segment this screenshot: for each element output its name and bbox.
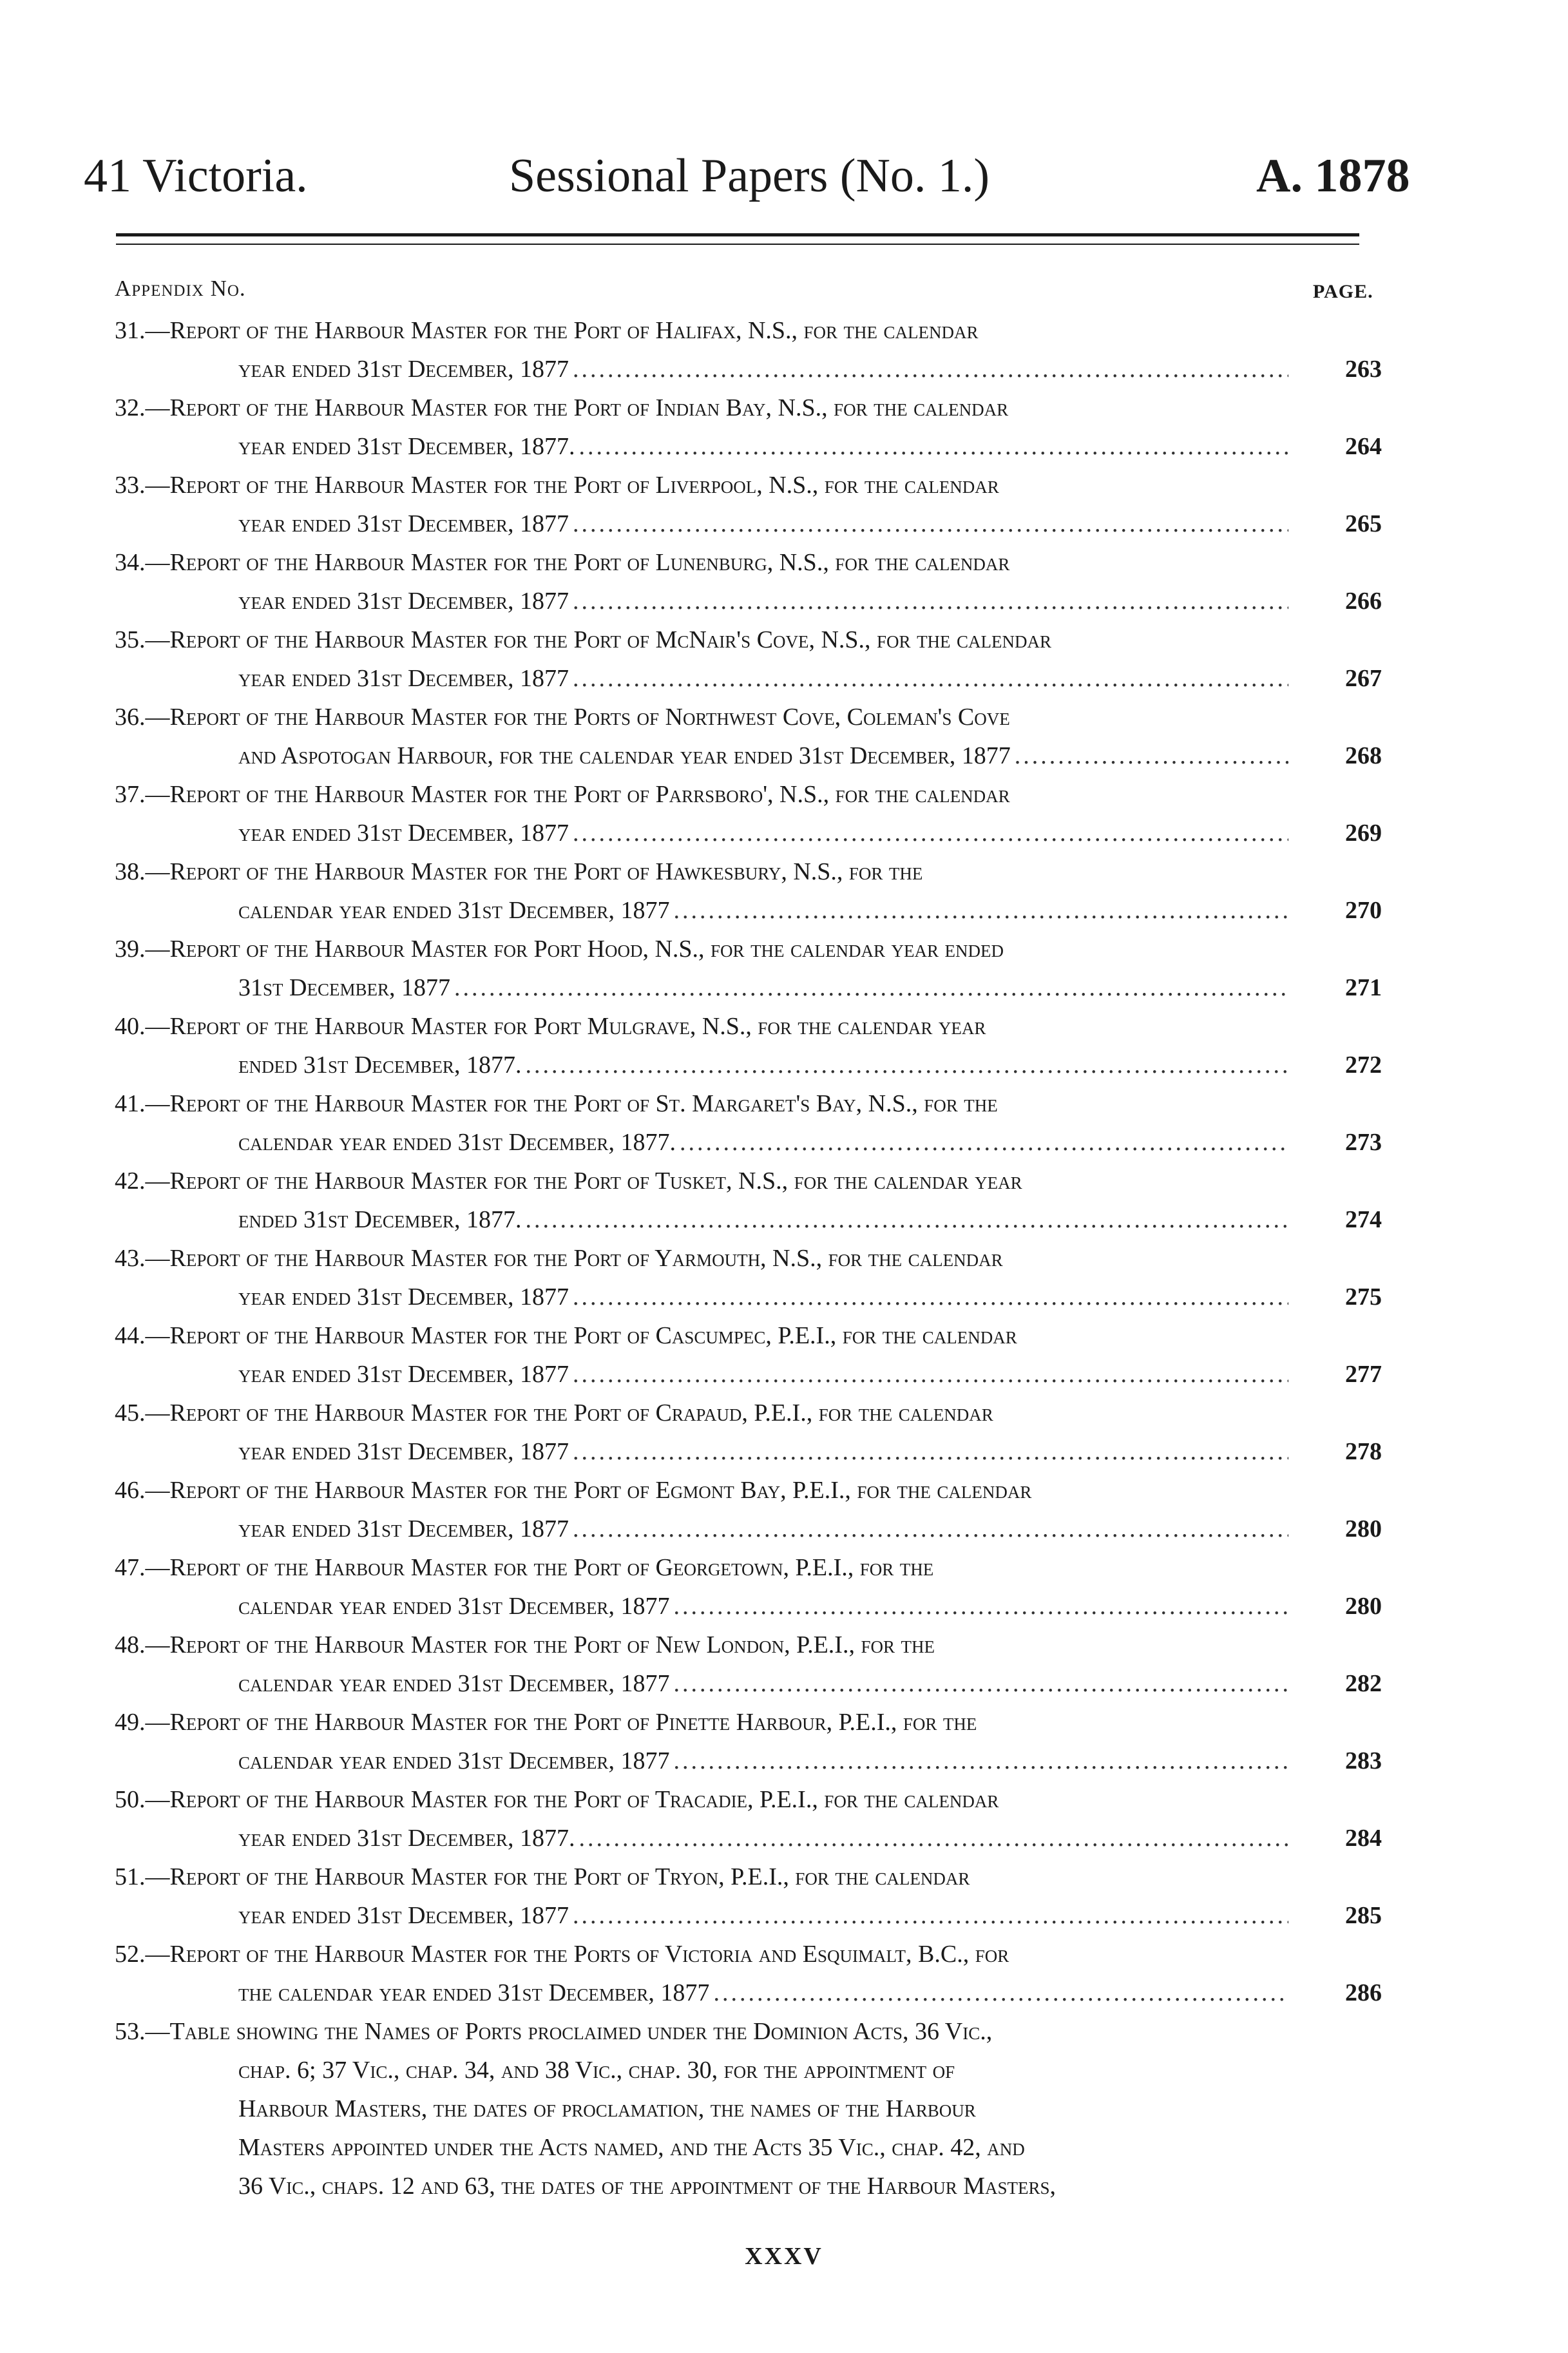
entry-continuation-line	[238, 1513, 1295, 1545]
dot-leader	[525, 1049, 1288, 1081]
entry-continuation-line	[238, 662, 1295, 695]
entry-continuation-line	[238, 1358, 1295, 1390]
column-heading-page: PAGE.	[1313, 281, 1373, 302]
contents-entry	[0, 1474, 1568, 1551]
contents-list	[0, 314, 1568, 2286]
entry-title: —Report of the Harbour Master for the Port of Yarmouth, N.S., for the calendar	[145, 1245, 1003, 1272]
entry-continuation: year ended 31st December, 1877	[238, 1902, 569, 1929]
entry-title-line	[115, 1397, 1300, 1429]
entry-continuation-line	[238, 1899, 1295, 1932]
entry-title: —Report of the Harbour Master for the Port of Lunenburg, N.S., for the calendar	[145, 549, 1010, 576]
entry-title-line	[115, 778, 1300, 811]
entry-title-line	[115, 624, 1300, 656]
contents-entry	[0, 1242, 1568, 1320]
entry-number: 45.	[115, 1399, 146, 1426]
entry-title: —Report of the Harbour Master for the Port of Liverpool, N.S., for the calendar	[145, 472, 999, 499]
entry-title: —Report of the Harbour Master for the Port of Halifax, N.S., for the calendar	[145, 317, 979, 344]
entry-continuation-line: Masters appointed under the Acts named, and the Acts 35 Vic., chap. 42, and	[238, 2134, 1025, 2161]
contents-entry	[0, 1010, 1568, 1088]
entry-continuation: year ended 31st December, 1877	[238, 1515, 569, 1542]
entry-page-number: 267	[1345, 665, 1382, 692]
header-rule-thick	[116, 233, 1359, 236]
entry-page-number: 280	[1345, 1515, 1382, 1542]
entry-continuation-line	[238, 1204, 1295, 1236]
contents-entry	[0, 1165, 1568, 1242]
entry-number: 39.	[115, 936, 146, 963]
entry-continuation-line	[238, 740, 1295, 772]
entry-title-line	[115, 1010, 1300, 1042]
entry-page-number: 264	[1345, 433, 1382, 460]
entry-continuation-line	[238, 1822, 1295, 1854]
contents-entry	[0, 1783, 1568, 1861]
dot-leader	[680, 1126, 1288, 1158]
entry-title-line	[115, 1165, 1300, 1197]
entry-continuation: year ended 31st December, 1877.	[238, 1825, 575, 1852]
entry-title: —Report of the Harbour Master for Port Mulgrave, N.S., for the calendar year	[145, 1013, 986, 1040]
dot-leader	[573, 817, 1288, 849]
entry-title: —Report of the Harbour Master for the Port of Parrsboro', N.S., for the calendar	[145, 781, 1010, 808]
entry-number: 32.	[115, 394, 146, 421]
dot-leader	[573, 662, 1288, 695]
entry-title-line	[115, 1706, 1300, 1738]
dot-leader	[713, 1977, 1288, 2009]
entry-page-number: 270	[1345, 897, 1382, 924]
entry-continuation-line: Harbour Masters, the dates of proclamation, the names of the Harbour	[238, 2095, 976, 2122]
entry-continuation: year ended 31st December, 1877	[238, 1283, 569, 1311]
entry-continuation: year ended 31st December, 1877	[238, 1361, 569, 1388]
entry-title: —Report of the Harbour Master for the Port of McNair's Cove, N.S., for the calendar	[145, 626, 1052, 653]
entry-title: —Report of the Harbour Master for the Ports of Northwest Cove, Coleman's Cove	[145, 704, 1010, 731]
entry-continuation-line	[238, 1590, 1295, 1622]
entry-page-number: 285	[1345, 1902, 1382, 1929]
contents-entry	[0, 469, 1568, 546]
dot-leader	[454, 972, 1288, 1004]
entry-number: 37.	[115, 781, 146, 808]
dot-leader	[525, 1204, 1288, 1236]
contents-entry	[0, 1397, 1568, 1474]
entry-page-number: 269	[1345, 820, 1382, 847]
entry-continuation: calendar year ended 31st December, 1877	[238, 897, 670, 924]
contents-entry	[0, 778, 1568, 856]
entry-page-number: 275	[1345, 1283, 1382, 1311]
entry-title-line	[115, 1861, 1300, 1893]
dot-leader	[573, 1358, 1288, 1390]
entry-continuation: year ended 31st December, 1877.	[238, 433, 575, 460]
entry-continuation-line	[238, 972, 1295, 1004]
entry-continuation-line	[238, 585, 1295, 617]
contents-entry	[0, 1551, 1568, 1629]
contents-entry	[0, 1320, 1568, 1397]
entry-number: 33.	[115, 472, 146, 499]
entry-number: 50.	[115, 1786, 146, 1813]
entry-title: —Report of the Harbour Master for the Port of St. Margaret's Bay, N.S., for the	[145, 1090, 998, 1117]
entry-title-line	[115, 1474, 1300, 1506]
entry-continuation: calendar year ended 31st December, 1877.	[238, 1129, 676, 1156]
entry-continuation: year ended 31st December, 1877	[238, 1438, 569, 1465]
entry-title-line	[115, 1551, 1300, 1584]
entry-number: 48.	[115, 1631, 146, 1658]
entry-title: —Report of the Harbour Master for the Port of Georgetown, P.E.I., for the	[145, 1554, 934, 1581]
entry-continuation-line	[238, 817, 1295, 849]
entry-continuation-line	[238, 430, 1295, 463]
entry-continuation: ended 31st December, 1877.	[238, 1206, 522, 1233]
entry-continuation-line	[238, 1049, 1295, 1081]
entry-continuation: year ended 31st December, 1877	[238, 510, 569, 537]
entry-number: 38.	[115, 858, 146, 885]
entry-title: —Report of the Harbour Master for the Port of Hawkesbury, N.S., for the	[145, 858, 923, 885]
entry-title: —Report of the Harbour Master for the Port of New London, P.E.I., for the	[145, 1631, 935, 1658]
entry-continuation-line	[238, 1977, 1295, 2009]
entry-continuation: year ended 31st December, 1877	[238, 588, 569, 615]
entry-title: —Report of the Harbour Master for the Port of Cascumpec, P.E.I., for the calendar	[145, 1322, 1017, 1349]
entry-title-line	[115, 1088, 1300, 1120]
dot-leader	[578, 1822, 1288, 1854]
entry-continuation-line	[238, 1436, 1295, 1468]
entry-title-line	[115, 2015, 992, 2048]
entry-continuation-line: 36 Vic., chaps. 12 and 63, the dates of the appointment of the Harbour Masters,	[238, 2173, 1056, 2200]
entry-page-number: 278	[1345, 1438, 1382, 1465]
dot-leader	[573, 585, 1288, 617]
entry-title-line	[115, 1242, 1300, 1274]
entry-title: —Report of the Harbour Master for the Port of Crapaud, P.E.I., for the calendar	[145, 1399, 993, 1426]
entry-page-number: 282	[1345, 1670, 1382, 1697]
entry-page-number: 283	[1345, 1747, 1382, 1774]
entry-number: 44.	[115, 1322, 146, 1349]
entry-continuation: year ended 31st December, 1877	[238, 356, 569, 383]
entry-continuation-line	[238, 353, 1295, 385]
entry-title: —Report of the Harbour Master for the Ports of Victoria and Esquimalt, B.C., for	[145, 1941, 1009, 1968]
dot-leader	[573, 508, 1288, 540]
entry-page-number: 274	[1345, 1206, 1382, 1233]
entry-title: —Report of the Harbour Master for the Port of Indian Bay, N.S., for the calendar	[145, 394, 1009, 421]
entry-title-line	[115, 933, 1300, 965]
dot-leader	[673, 894, 1288, 927]
entry-title-line	[115, 469, 1300, 501]
entry-number: 41.	[115, 1090, 146, 1117]
entry-continuation-line	[238, 1745, 1295, 1777]
entry-page-number: 266	[1345, 588, 1382, 615]
entry-continuation-line	[238, 1667, 1295, 1700]
entry-continuation: ended 31st December, 1877.	[238, 1052, 522, 1079]
dot-leader	[673, 1590, 1288, 1622]
entry-continuation: 31st December, 1877	[238, 974, 450, 1001]
entry-title: —Report of the Harbour Master for Port Hood, N.S., for the calendar year ended	[145, 936, 1004, 963]
entry-continuation: year ended 31st December, 1877	[238, 665, 569, 692]
entry-number: 34.	[115, 549, 146, 576]
dot-leader	[573, 1899, 1288, 1932]
entry-continuation: calendar year ended 31st December, 1877	[238, 1747, 670, 1774]
entry-title: —Table showing the Names of Ports proclaimed under the Dominion Acts, 36 Vic.,	[145, 2018, 993, 2045]
entry-page-number: 286	[1345, 1979, 1382, 2006]
entry-number: 52.	[115, 1941, 146, 1968]
dot-leader	[1015, 740, 1288, 772]
contents-entry	[0, 856, 1568, 933]
header-rule-thin	[116, 244, 1359, 245]
dot-leader	[673, 1745, 1288, 1777]
entry-number: 40.	[115, 1013, 146, 1040]
header-year: A. 1878	[1256, 149, 1410, 202]
entry-page-number: 271	[1345, 974, 1382, 1001]
entry-title: —Report of the Harbour Master for the Port of Pinette Harbour, P.E.I., for the	[145, 1709, 977, 1736]
contents-entry	[0, 1861, 1568, 1938]
entry-title: —Report of the Harbour Master for the Port of Egmont Bay, P.E.I., for the calendar	[145, 1477, 1032, 1504]
entry-number: 36.	[115, 704, 146, 731]
entry-continuation-line	[238, 894, 1295, 927]
contents-entry	[0, 1938, 1568, 2015]
contents-entry	[0, 1706, 1568, 1783]
entry-page-number: 277	[1345, 1361, 1382, 1388]
page-footer-numeral: XXXV	[745, 2243, 823, 2270]
entry-title-line	[115, 1629, 1300, 1661]
contents-entry	[0, 624, 1568, 701]
entry-title-line	[115, 546, 1300, 579]
entry-title-line	[115, 1938, 1300, 1970]
entry-continuation: and Aspotogan Harbour, for the calendar year ended 31st December, 1877	[238, 742, 1011, 769]
dot-leader	[578, 430, 1288, 463]
entry-title: —Report of the Harbour Master for the Port of Tryon, P.E.I., for the calendar	[145, 1863, 970, 1890]
entry-continuation-line	[238, 1126, 1295, 1158]
entry-number: 53.	[115, 2018, 146, 2045]
contents-entry	[0, 1629, 1568, 1706]
entry-number: 46.	[115, 1477, 146, 1504]
contents-entry	[0, 314, 1568, 392]
entry-number: 49.	[115, 1709, 146, 1736]
contents-entry	[0, 701, 1568, 778]
entry-continuation: the calendar year ended 31st December, 1877	[238, 1979, 710, 2006]
entry-continuation-line	[238, 508, 1295, 540]
entry-continuation-line: chap. 6; 37 Vic., chap. 34, and 38 Vic., chap. 30, for the appointment of	[238, 2057, 955, 2084]
entry-number: 43.	[115, 1245, 146, 1272]
column-heading-appendix: Appendix No.	[115, 276, 246, 301]
entry-number: 35.	[115, 626, 146, 653]
entry-number: 31.	[115, 317, 146, 344]
entry-page-number: 273	[1345, 1129, 1382, 1156]
entry-title-line	[115, 1783, 1300, 1816]
contents-entry	[0, 933, 1568, 1010]
entry-number: 42.	[115, 1167, 146, 1195]
entry-title-line	[115, 856, 1300, 888]
entry-title-line	[115, 392, 1300, 424]
entry-page-number: 263	[1345, 356, 1382, 383]
contents-entry	[0, 392, 1568, 469]
dot-leader	[573, 353, 1288, 385]
header-title: Sessional Papers (No. 1.)	[509, 149, 990, 202]
entry-number: 51.	[115, 1863, 146, 1890]
entry-page-number: 265	[1345, 510, 1382, 537]
entry-page-number: 280	[1345, 1593, 1382, 1620]
contents-entry	[0, 546, 1568, 624]
entry-continuation: year ended 31st December, 1877	[238, 820, 569, 847]
contents-entry	[0, 1088, 1568, 1165]
entry-page-number: 268	[1345, 742, 1382, 769]
entry-title: —Report of the Harbour Master for the Port of Tracadie, P.E.I., for the calendar	[145, 1786, 999, 1813]
entry-continuation: calendar year ended 31st December, 1877	[238, 1670, 670, 1697]
entry-page-number: 284	[1345, 1825, 1382, 1852]
dot-leader	[673, 1667, 1288, 1700]
entry-title: —Report of the Harbour Master for the Port of Tusket, N.S., for the calendar year	[145, 1167, 1022, 1195]
entry-continuation: calendar year ended 31st December, 1877	[238, 1593, 670, 1620]
header-volume: 41 Victoria.	[84, 149, 308, 202]
dot-leader	[573, 1281, 1288, 1313]
entry-number: 47.	[115, 1554, 146, 1581]
entry-title-line	[115, 1320, 1300, 1352]
entry-continuation-line	[238, 1281, 1295, 1313]
dot-leader	[573, 1513, 1288, 1545]
entry-title-line	[115, 701, 1300, 733]
dot-leader	[573, 1436, 1288, 1468]
entry-title-line	[115, 314, 1300, 347]
entry-page-number: 272	[1345, 1052, 1382, 1079]
